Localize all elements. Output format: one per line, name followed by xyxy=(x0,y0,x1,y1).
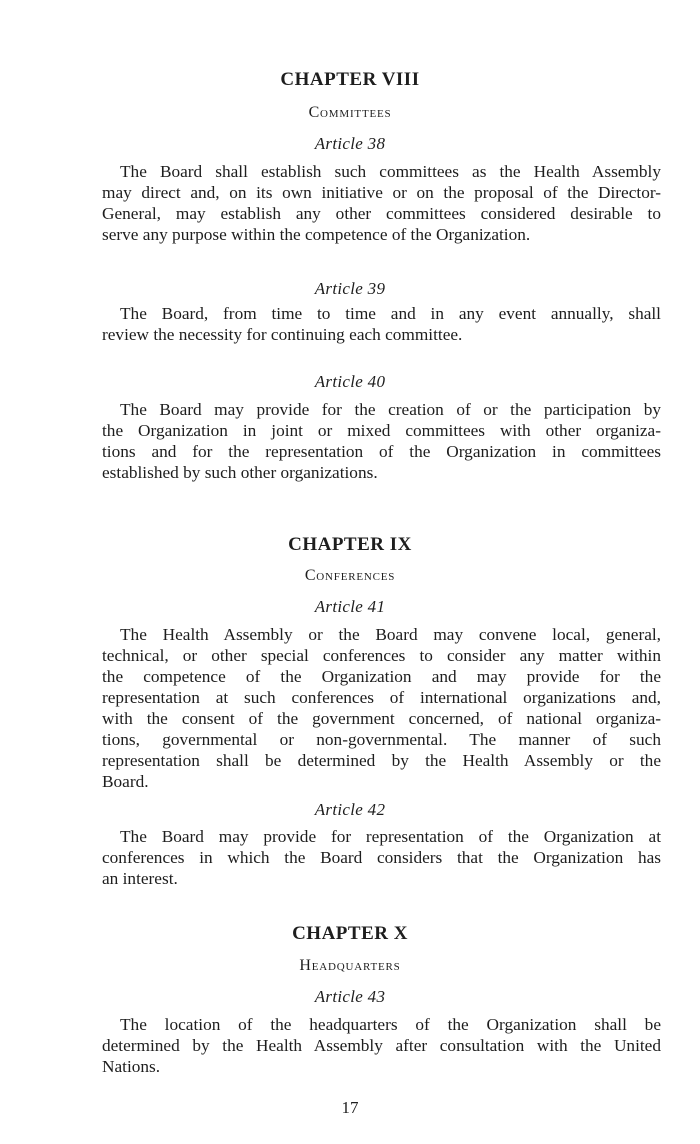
text-line: may direct and, on its own initiative or on the proposal of the Director- xyxy=(102,183,661,202)
text-line: The Board may provide for the creation of or the participation by xyxy=(120,400,661,419)
text-line: tions, governmental or non-governmental. The manner of such xyxy=(102,730,661,749)
chapter-subtitle: Committees xyxy=(308,104,392,121)
text-line: the competence of the Organization and may provide for the xyxy=(102,667,661,686)
chapter-heading: CHAPTER VIII xyxy=(280,69,420,90)
text-line: representation shall be determined by the Health Assembly or the xyxy=(102,751,661,770)
article-text xyxy=(102,1014,661,1077)
article-title: Article 38 xyxy=(314,134,386,153)
text-line: The Board may provide for representation of the Organization at xyxy=(120,827,661,846)
article-title: Article 42 xyxy=(314,800,386,819)
text-line: Nations. xyxy=(102,1057,161,1076)
article-text xyxy=(102,303,661,345)
chapter-subtitle: Headquarters xyxy=(299,957,401,974)
text-line: The Health Assembly or the Board may convene local, general, xyxy=(120,625,661,644)
chapter-heading: CHAPTER IX xyxy=(288,534,412,555)
text-line: an interest. xyxy=(102,869,178,888)
text-line: the Organization in joint or mixed committees with other organiza- xyxy=(102,421,661,440)
text-line: Board. xyxy=(102,772,149,791)
text-line: established by such other organizations. xyxy=(102,463,378,482)
text-line: technical, or other special conferences to consider any matter within xyxy=(102,646,661,665)
article-text xyxy=(102,161,661,245)
text-line: conferences in which the Board considers that the Organization has xyxy=(102,848,661,867)
article-text xyxy=(102,399,661,483)
text-line: with the consent of the government concerned, of national organiza- xyxy=(102,709,661,728)
text-line: representation at such conferences of international organizations and, xyxy=(102,688,661,707)
text-line: determined by the Health Assembly after consultation with the United xyxy=(102,1036,661,1055)
text-line: tions and for the representation of the Organization in committees xyxy=(102,442,661,461)
text-line: serve any purpose within the competence of the Organization. xyxy=(102,225,531,244)
article-title: Article 41 xyxy=(314,597,386,616)
text-line: General, may establish any other committees considered desirable to xyxy=(102,204,661,223)
text-line: The location of the headquarters of the Organization shall be xyxy=(120,1015,661,1034)
text-line: review the necessity for continuing each committee. xyxy=(102,325,463,344)
article-title: Article 39 xyxy=(314,279,386,298)
chapter-heading: CHAPTER X xyxy=(292,923,408,944)
article-title: Article 43 xyxy=(314,987,386,1006)
chapter-subtitle: Conferences xyxy=(304,567,396,584)
text-line: The Board shall establish such committees as the Health Assembly xyxy=(120,162,661,181)
article-text xyxy=(102,826,661,889)
article-text xyxy=(102,624,661,792)
text-line: The Board, from time to time and in any event annually, shall xyxy=(120,304,661,323)
article-title: Article 40 xyxy=(314,372,386,391)
page-number: 17 xyxy=(341,1098,359,1117)
